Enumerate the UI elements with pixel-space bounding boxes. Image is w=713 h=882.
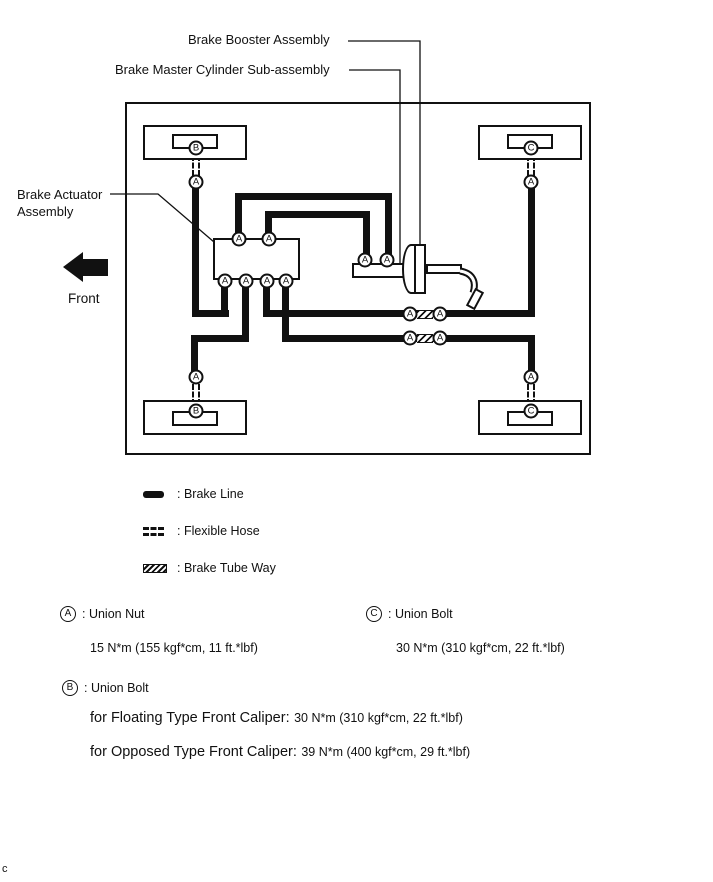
- union-nut-torque: 15 N*m (155 kgf*cm, 11 ft.*lbf): [90, 641, 258, 655]
- union-nut-marker: A: [232, 232, 247, 247]
- union-nut-marker: A: [189, 370, 204, 385]
- union-nut-marker: A: [218, 274, 233, 289]
- union-nut-marker: A: [403, 331, 418, 346]
- spec-union-nut: [60, 606, 145, 622]
- brake-booster-bar: [414, 244, 426, 294]
- union-bolt-b-marker: B: [189, 141, 204, 156]
- union-nut-marker: A: [403, 307, 418, 322]
- callout-brake-booster: Brake Booster Assembly: [188, 32, 330, 47]
- legend-item-brake-line: [143, 487, 244, 501]
- union-nut-marker: A: [189, 175, 204, 190]
- floating-caliper-spec: [90, 709, 463, 727]
- union-nut-marker: A: [239, 274, 254, 289]
- spec-label: : Union Nut: [82, 607, 145, 621]
- pipe-rear-left-horizontal: [191, 335, 249, 342]
- union-nut-marker: A: [358, 253, 373, 268]
- legend-label: : Brake Line: [177, 487, 244, 501]
- legend-label: : Brake Tube Way: [177, 561, 276, 575]
- spec-label: : Union Bolt: [84, 681, 149, 695]
- front-label: Front: [68, 291, 100, 306]
- legend-label: : Flexible Hose: [177, 524, 260, 538]
- union-nut-marker: A: [433, 331, 448, 346]
- pipe-front-right-vertical: [528, 186, 535, 317]
- floating-caliper-label: for Floating Type Front Caliper:: [90, 710, 290, 726]
- union-nut-marker: A: [524, 175, 539, 190]
- union-nut-marker: A: [380, 253, 395, 268]
- union-nut-marker: A: [433, 307, 448, 322]
- pipe-mc-outer-down: [385, 193, 392, 257]
- brake-tube-way-swatch: [143, 564, 169, 573]
- footer-char: c: [2, 863, 8, 875]
- opposed-caliper-spec: [90, 743, 470, 761]
- opposed-caliper-label: for Opposed Type Front Caliper:: [90, 744, 297, 760]
- union-nut-spec-marker: A: [60, 606, 76, 622]
- pipe-rear-left-vertical: [191, 335, 198, 372]
- pipe-rear-right-vertical: [528, 335, 535, 372]
- union-nut-marker: A: [279, 274, 294, 289]
- brake-tube-way-lower: [417, 334, 433, 343]
- pipe-rear-right-drop: [282, 286, 289, 342]
- spec-union-bolt-c: [366, 606, 453, 622]
- union-bolt-b-spec-marker: B: [62, 680, 78, 696]
- pipe-mc-outer-horizontal: [235, 193, 392, 200]
- brake-line-swatch: [143, 491, 169, 498]
- floating-caliper-torque: 30 N*m (310 kgf*cm, 22 ft.*lbf): [294, 711, 463, 725]
- callout-brake-master-cylinder: Brake Master Cylinder Sub-assembly: [115, 62, 330, 77]
- callout-brake-actuator-line2: Assembly: [17, 204, 74, 219]
- flexible-hose-swatch: [143, 527, 169, 536]
- pipe-rear-left-drop: [242, 286, 249, 342]
- union-nut-marker: A: [524, 370, 539, 385]
- legend-item-brake-tube-way: [143, 561, 276, 575]
- union-bolt-c-marker: C: [524, 141, 539, 156]
- union-bolt-c-spec-marker: C: [366, 606, 382, 622]
- brake-tube-way-upper: [417, 310, 433, 319]
- opposed-caliper-torque: 39 N*m (400 kgf*cm, 29 ft.*lbf): [301, 745, 471, 759]
- union-bolt-b-marker: B: [189, 404, 204, 419]
- spec-label: : Union Bolt: [388, 607, 453, 621]
- union-nut-marker: A: [262, 232, 277, 247]
- legend-item-flexible-hose: [143, 524, 260, 538]
- front-arrow-icon: [60, 248, 112, 288]
- union-nut-marker: A: [260, 274, 275, 289]
- union-bolt-c-marker: C: [524, 404, 539, 419]
- pipe-mc-inner-down: [363, 211, 370, 257]
- pipe-mc-inner-horizontal: [265, 211, 370, 218]
- pipe-front-left-vertical: [192, 186, 199, 317]
- spec-union-bolt-b: [62, 680, 149, 696]
- union-bolt-c-torque: 30 N*m (310 kgf*cm, 22 ft.*lbf): [396, 641, 565, 655]
- brake-pedal-shape: [440, 258, 495, 313]
- callout-brake-actuator-line1: Brake Actuator: [17, 187, 103, 202]
- pipe-front-left-riser: [221, 286, 228, 317]
